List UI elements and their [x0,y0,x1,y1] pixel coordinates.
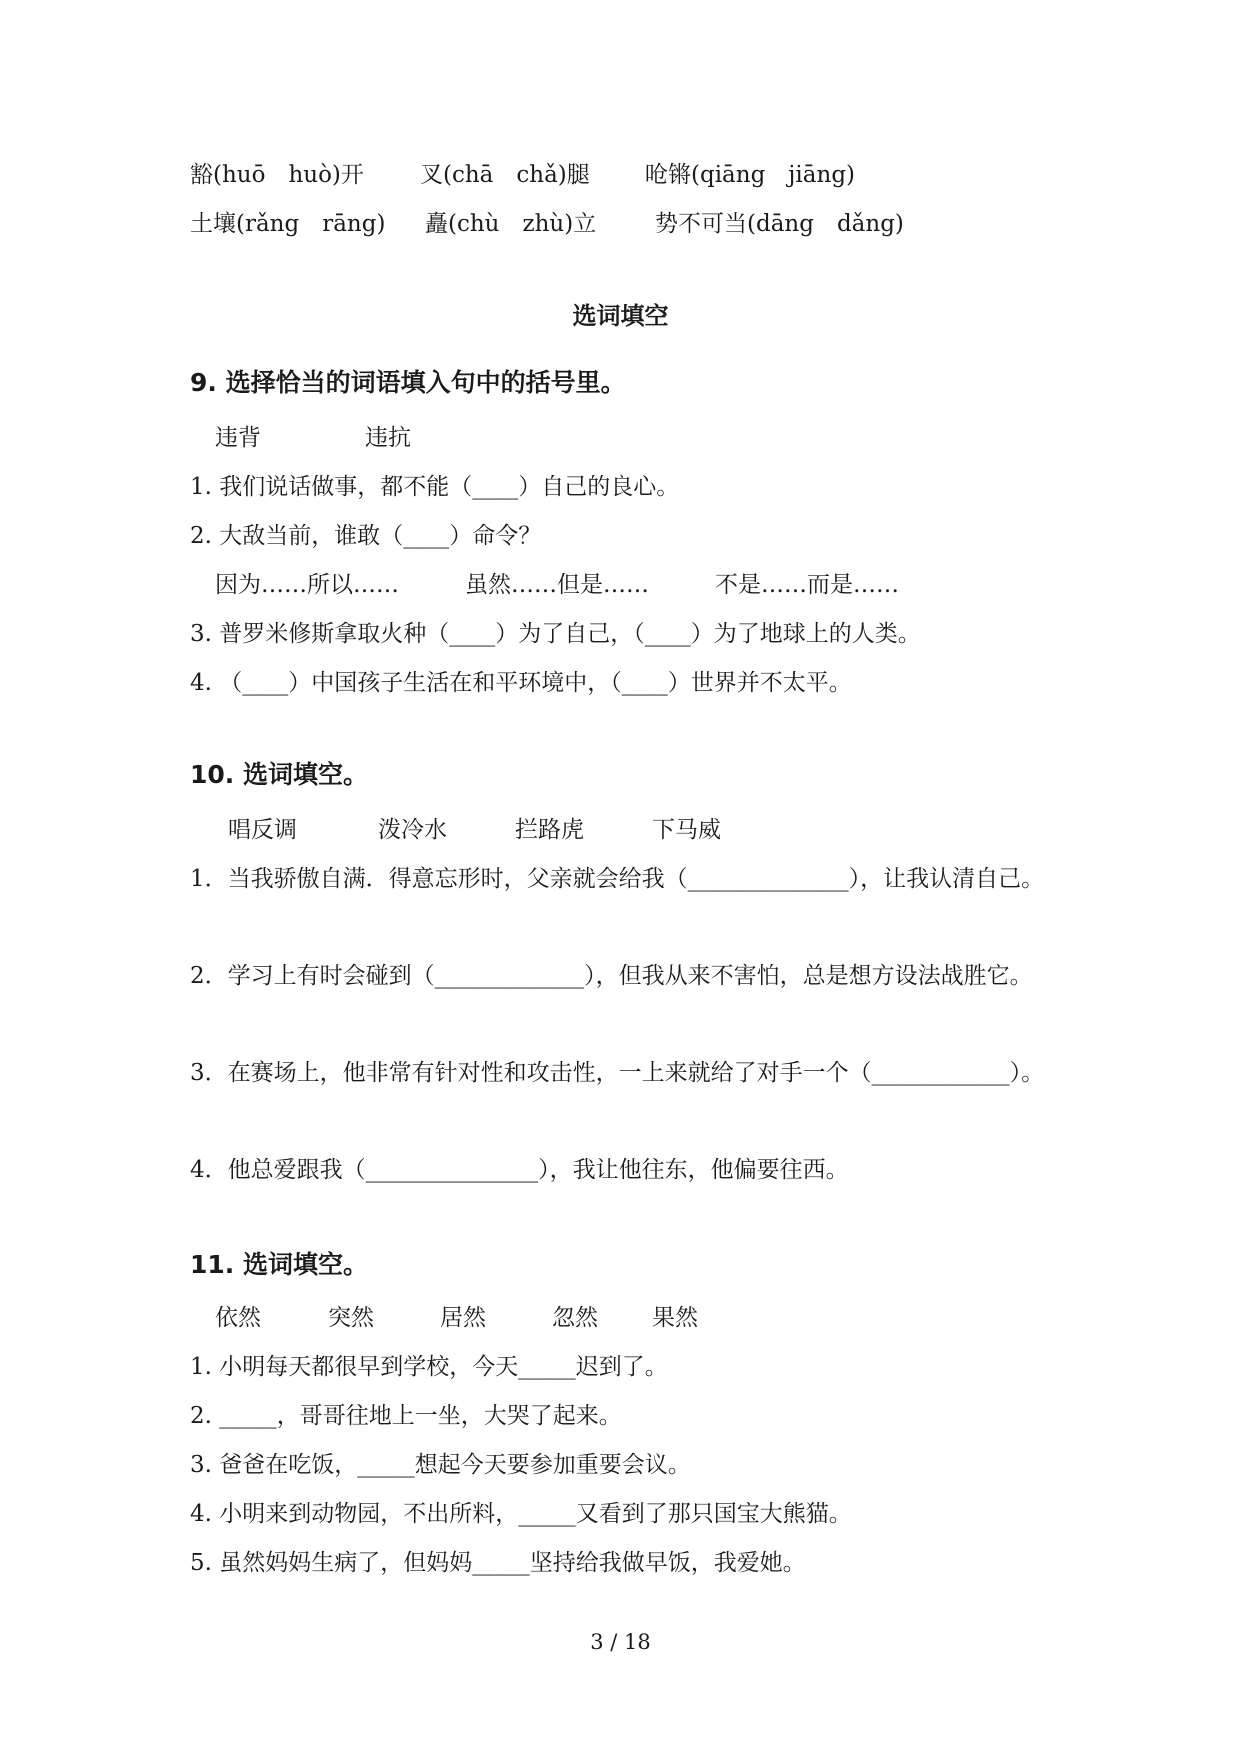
question-item: 2．学习上有时会碰到（_____________），但我从来不害怕，总是想方设法战胜它。 [190,963,1033,989]
question-9-title: 9. 选择恰当的词语填入句中的括号里。 [190,368,626,397]
word-option: 违抗 [365,425,411,451]
question-item: 4．他总爱跟我（_______________），我让他往东，他偏要往西。 [190,1157,849,1183]
pinyin-item: 豁(huō huò)开 [190,162,364,188]
question-item: 1．当我骄傲自满．得意忘形时，父亲就会给我（______________），让我认清自己。 [190,866,1045,892]
question-item: 3. 爸爸在吃饭，_____想起今天要参加重要会议。 [190,1452,691,1478]
page-number: 3 / 18 [590,1630,651,1654]
word-option: 因为……所以…… [215,572,399,598]
word-option: 泼冷水 [378,817,447,843]
word-option: 忽然 [552,1305,598,1331]
word-option: 下马威 [652,817,721,843]
pinyin-item: 势不可当(dāng dǎng) [655,211,904,237]
question-11-title: 11. 选词填空。 [190,1250,368,1279]
word-option: 依然 [215,1305,261,1331]
question-10-title: 10. 选词填空。 [190,760,368,789]
word-option: 唱反调 [228,817,297,843]
word-option: 拦路虎 [515,817,584,843]
question-item: 4. 小明来到动物园，不出所料，_____又看到了那只国宝大熊猫。 [190,1501,852,1527]
question-item: 3．在赛场上，他非常有针对性和攻击性，一上来就给了对手一个（____________）。 [190,1060,1045,1086]
pinyin-item: 叉(chā chǎ)腿 [420,162,590,188]
question-item: 3. 普罗米修斯拿取火种（____）为了自己，（____）为了地球上的人类。 [190,621,921,647]
pinyin-item: 呛锵(qiāng jiāng) [645,162,856,188]
question-item: 1. 我们说话做事，都不能（____）自己的良心。 [190,474,680,500]
section-title: 选词填空 [572,302,669,330]
question-item: 5. 虽然妈妈生病了，但妈妈_____坚持给我做早饭，我爱她。 [190,1550,806,1576]
word-option: 违背 [215,425,261,451]
question-item: 4. （____）中国孩子生活在和平环境中，（____）世界并不太平。 [190,670,852,696]
word-option: 果然 [652,1305,698,1331]
question-item: 1. 小明每天都很早到学校，今天_____迟到了。 [190,1354,668,1380]
pinyin-item: 矗(chù zhù)立 [425,211,597,237]
word-option: 不是……而是…… [715,572,899,598]
word-option: 居然 [440,1305,486,1331]
pinyin-item: 土壤(rǎng rāng) [190,211,386,237]
question-item: 2. 大敌当前，谁敢（____）命令？ [190,523,542,549]
question-item: 2. _____，哥哥往地上一坐，大哭了起来。 [190,1403,622,1429]
word-option: 突然 [328,1305,374,1331]
word-option: 虽然……但是…… [465,572,649,598]
